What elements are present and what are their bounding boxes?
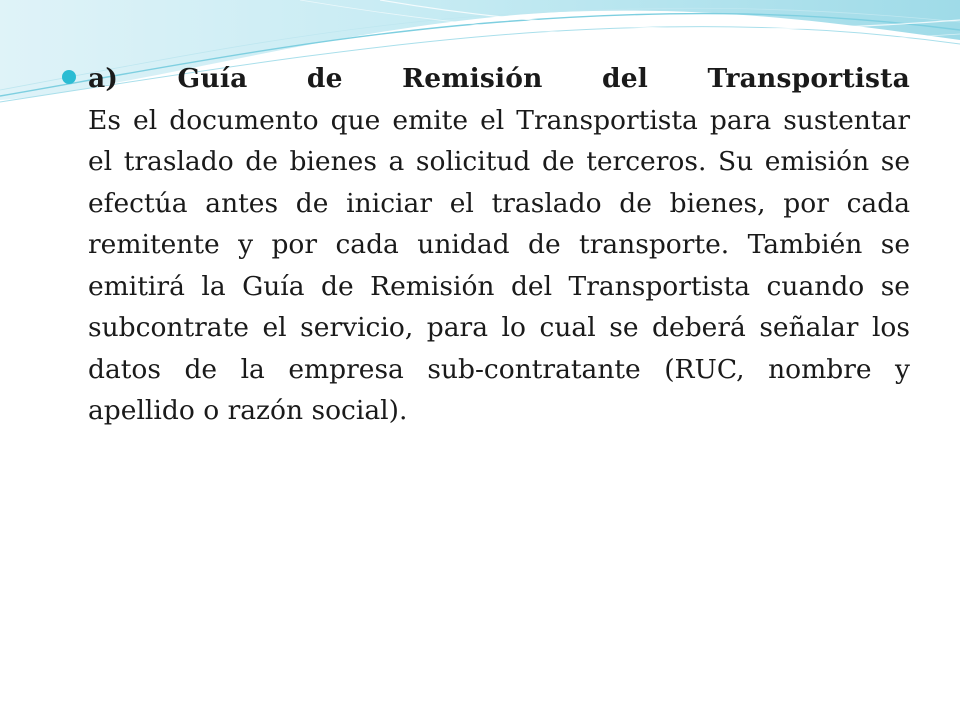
slide-content [60, 58, 910, 432]
bullet-body: Es el documento que emite el Transportista para sustentar el traslado de bienes a solicitud de terceros. Su emisión se efectúa antes de iniciar el traslado de bienes, por cada remitente y por cada unidad de transporte. También se emitirá la Guía de Remisión del Transportista cuando se subcontrate el servicio, para lo cual se deberá señalar los datos de la empresa sub-contratante (RUC, nombre y apellido o razón social). [88, 104, 910, 426]
bullet-item [60, 58, 910, 432]
bullet-dot-icon [62, 70, 76, 84]
bullet-heading: a) Guía de Remisión del Transportista [88, 63, 910, 94]
